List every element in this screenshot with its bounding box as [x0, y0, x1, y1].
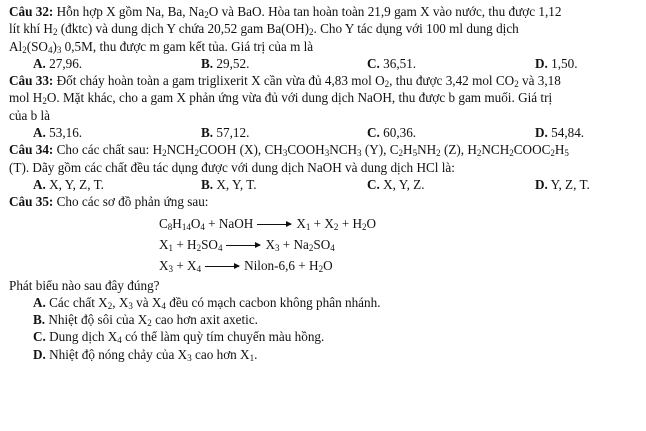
q32-number: Câu 32: — [9, 4, 54, 19]
q34-option-b[interactable]: B. X, Y, T. — [201, 176, 257, 192]
reaction-2: $X_1 + H_2SO_4$ $X_3 + Na_2SO_4$ — [159, 236, 335, 253]
q35-question: Phát biểu nào sau đây đúng? — [9, 277, 160, 293]
q35-option-b[interactable]: B. Nhiệt độ sôi của $X_2$ cao hơn axit axetic. — [33, 312, 258, 329]
q32-option-b[interactable]: B. 29,52. — [201, 55, 250, 71]
q33-option-d[interactable]: D. 54,84. — [535, 125, 585, 141]
q32-option-d[interactable]: D. 1,50. — [535, 55, 578, 71]
q35-line-1: Câu 35: Cho các sơ đồ phản ứng sau: — [9, 194, 209, 210]
q34-option-d[interactable]: D. Y, Z, T. — [535, 176, 590, 192]
q35-option-a[interactable]: A. Các chất $X_2$, $X_3$ và $X_4$ đều có mạch cacbon không phân nhánh. — [33, 294, 381, 311]
q32-line-3: $Al_2(SO_4)_3$ 0,5M, thu được m gam kết tủa. Giá trị của m là — [9, 38, 314, 55]
q33-line-3: của b là — [9, 107, 51, 123]
q34-number: Câu 34: — [9, 142, 54, 158]
reaction-arrow-icon — [205, 266, 239, 267]
q34-option-a[interactable]: A. X, Y, Z, T. — [33, 176, 104, 192]
reaction-arrow-icon — [226, 245, 260, 246]
q33-option-b[interactable]: B. 57,12. — [201, 125, 250, 141]
q34-line-1: Câu 34: Cho các chất sau: $H_2NCH_2COOH$ (X), $CH_3COOH_3NCH_3$ (Y), $C_2H_5NH_2$ (Z), $H_2NCH_2COOC_2H_5$ — [9, 142, 569, 159]
q33-options — [9, 124, 639, 141]
q35-option-c[interactable]: C. Dung dịch $X_4$ có thể làm quỳ tím chuyển màu hồng. — [33, 329, 325, 346]
q32-line-1: Câu 32: Hỗn hợp X gồm Na, Ba, $Na_2O$ và BaO. Hòa tan hoàn toàn 21,9 gam X vào nước, thu được 1,12 — [9, 4, 562, 20]
q32-option-a[interactable]: A. 27,96. — [33, 55, 83, 71]
exam-page — [9, 3, 639, 363]
q32-options — [9, 55, 639, 72]
q33-line-1: Câu 33: Đốt cháy hoàn toàn a gam triglixerit X cần vừa đủ 4,83 mol $O_2$, thu được 3,42 mol $CO_2$ và 3,18 — [9, 73, 561, 90]
q34-line-2: (T). Dãy gồm các chất đều tác dụng được với dung dịch NaOH và dung dịch HCl là: — [9, 159, 455, 175]
reaction-1: $C_8H_{14}O_4$ + NaOH $X_1 + X_2 + H_2O$ — [159, 215, 377, 232]
q33-line-2: mol $H_2O$. Mặt khác, cho a gam X phản ứng vừa đủ với dung dịch NaOH, thu được b gam muối. Giá trị — [9, 90, 553, 107]
q33-option-c[interactable]: C. 60,36. — [367, 125, 417, 141]
q33-number: Câu 33: — [9, 73, 54, 89]
q35-option-d[interactable]: D. Nhiệt độ nóng chảy của $X_3$ cao hơn $X_1$. — [33, 346, 258, 363]
reaction-3: $X_3 + X_4$ Nilon-6,6 + $H_2O$ — [159, 257, 333, 274]
q32-option-c[interactable]: C. 36,51. — [367, 55, 417, 71]
q35-number: Câu 35: — [9, 194, 54, 210]
q34-option-c[interactable]: C. X, Y, Z. — [367, 176, 425, 192]
q33-option-a[interactable]: A. 53,16. — [33, 125, 83, 141]
q32-line-2: lít khí $H_2$ (đktc) và dung dịch Y chứa 20,52 gam $Ba(OH)_2$. Cho Y tác dụng với 100 ml dung dịch — [9, 21, 519, 38]
q34-options — [9, 176, 639, 193]
reaction-arrow-icon — [257, 224, 291, 225]
